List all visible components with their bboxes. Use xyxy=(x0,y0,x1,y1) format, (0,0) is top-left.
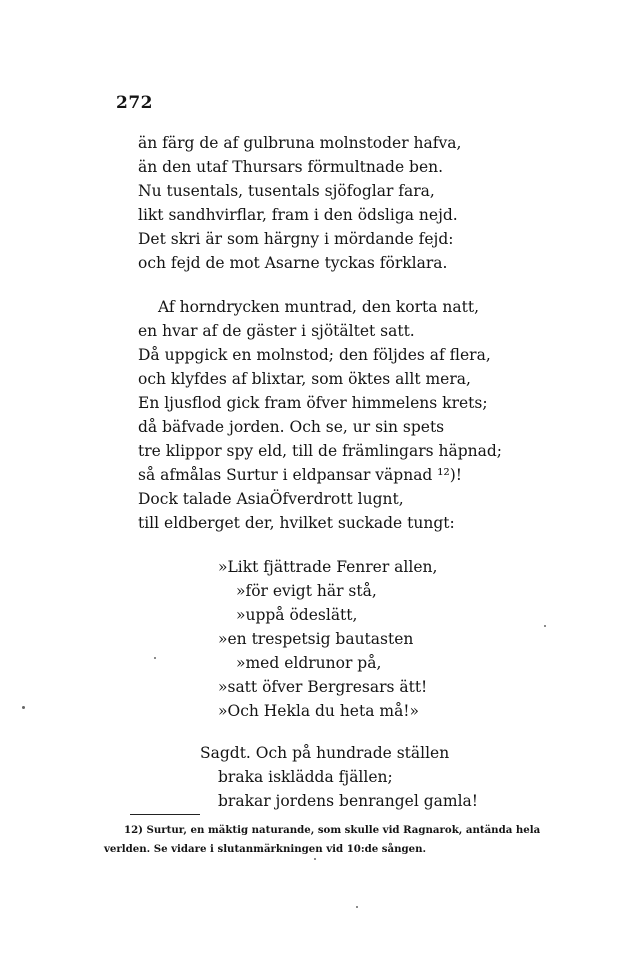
page-number: 272 xyxy=(116,93,153,113)
text-line: än den utaf Thursars förmultnade ben. xyxy=(138,158,444,176)
text-line: »med eldrunor på, xyxy=(236,654,382,672)
text-line: »för evigt här stå, xyxy=(236,582,377,600)
text-line: Då uppgick en molnstod; den följdes af flera, xyxy=(138,346,491,364)
text-line: »uppå ödeslätt, xyxy=(236,606,358,624)
text-line: Det skri är som härgny i mördande fejd: xyxy=(138,230,454,248)
text-line: Nu tusentals, tusentals sjöfoglar fara, xyxy=(138,182,435,200)
scan-speck xyxy=(154,657,156,659)
footnote-line: verlden. Se vidare i slutanmärkningen vid 10:de sången. xyxy=(104,843,427,855)
text-line: en hvar af de gäster i sjötältet satt. xyxy=(138,322,415,340)
text-line: »Likt fjättrade Fenrer allen, xyxy=(218,558,438,576)
text-line: likt sandhvirflar, fram i den ödsliga nejd. xyxy=(138,206,458,224)
text-line: En ljusflod gick fram öfver himmelens krets; xyxy=(138,394,488,412)
text-line: braka isklädda fjällen; xyxy=(218,768,393,786)
scan-speck xyxy=(544,625,546,627)
text-line: »satt öfver Bergresars ätt! xyxy=(218,678,428,696)
text-line: Af horndrycken muntrad, den korta natt, xyxy=(158,298,479,316)
text-line: och fejd de mot Asarne tyckas förklara. xyxy=(138,254,448,272)
text-line: så afmålas Surtur i eldpansar väpnad ¹²)! xyxy=(138,466,462,484)
text-line: Dock talade AsiaÖfverdrott lugnt, xyxy=(138,490,404,508)
text-line: tre klippor spy eld, till de främlingars häpnad; xyxy=(138,442,503,460)
text-line: och klyfdes af blixtar, som öktes allt mera, xyxy=(138,370,471,388)
text-line: »Och Hekla du heta må!» xyxy=(218,702,420,720)
text-line: än färg de af gulbruna molnstoder hafva, xyxy=(138,134,462,152)
text-line: Sagdt. Och på hundrade ställen xyxy=(200,744,450,762)
footnote-line: 12) Surtur, en mäktig naturande, som skulle vid Ragnarok, antända hela xyxy=(124,824,541,836)
scan-speck xyxy=(314,858,316,860)
text-line: då bäfvade jorden. Och se, ur sin spets xyxy=(138,418,445,436)
footnote-rule xyxy=(130,814,200,815)
text-line: brakar jordens benrangel gamla! xyxy=(218,792,479,810)
scan-speck xyxy=(22,706,25,709)
text-line: till eldberget der, hvilket suckade tungt: xyxy=(138,514,455,532)
scan-speck xyxy=(356,906,358,908)
text-line: »en trespetsig bautasten xyxy=(218,630,414,648)
